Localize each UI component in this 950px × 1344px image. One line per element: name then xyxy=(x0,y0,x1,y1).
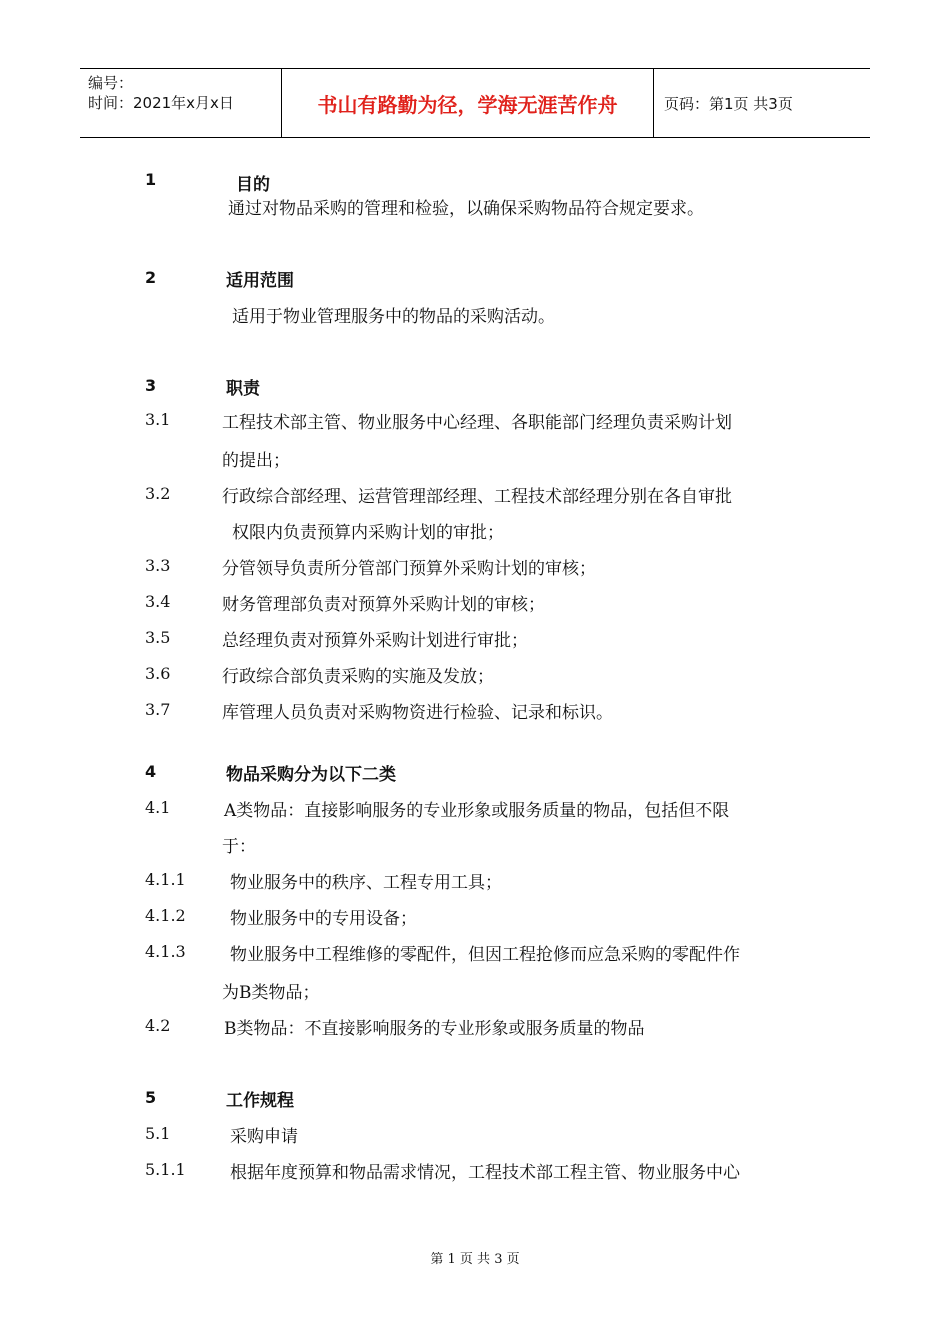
section-4-title: 物品采购分为以下二类 xyxy=(226,765,396,785)
section-3-number: 3 xyxy=(145,376,157,395)
section-2-title: 适用范围 xyxy=(226,271,294,291)
item-text: 总经理负责对预算外采购计划进行审批； xyxy=(222,631,528,651)
section-1-title: 目的 xyxy=(236,175,270,195)
item-text: 工程技术部主管、物业服务中心经理、各职能部门经理负责采购计划 xyxy=(222,413,732,433)
item-text: 分管领导负责所分管部门预算外采购计划的审核； xyxy=(222,559,596,579)
item-text: 根据年度预算和物品需求情况，工程技术部工程主管、物业服务中心 xyxy=(230,1163,740,1183)
item-text: 行政综合部经理、运营管理部经理、工程技术部经理分别在各自审批 xyxy=(222,487,732,507)
item-text: 行政综合部负责采购的实施及发放； xyxy=(222,667,494,687)
item-number: 5.1 xyxy=(145,1124,171,1143)
document-number-label: 编号： xyxy=(88,74,134,92)
document-header xyxy=(80,68,870,138)
item-text: 财务管理部负责对预算外采购计划的审核； xyxy=(222,595,545,615)
item-text: A类物品：直接影响服务的专业形象或服务质量的物品，包括但不限 xyxy=(224,801,730,821)
header-page-info: 页码：第1页 共3页 xyxy=(664,94,793,113)
item-text: 物业服务中的秩序、工程专用工具； xyxy=(230,873,502,893)
item-text-continued: 为B类物品； xyxy=(222,983,320,1003)
item-text: 采购申请 xyxy=(230,1127,298,1147)
item-number: 3.3 xyxy=(145,556,171,575)
item-text: 物业服务中工程维修的零配件，但因工程抢修而应急采购的零配件作 xyxy=(230,945,740,965)
item-text-continued: 权限内负责预算内采购计划的审批； xyxy=(232,523,504,543)
document-date-label: 时间：2021年x月x日 xyxy=(88,94,234,112)
item-number: 5.1.1 xyxy=(145,1160,186,1179)
item-text: 物业服务中的专用设备； xyxy=(230,909,417,929)
page-footer: 第 1 页 共 3 页 xyxy=(430,1252,520,1267)
item-text-continued: 的提出； xyxy=(222,451,290,471)
item-number: 3.1 xyxy=(145,410,171,429)
section-5-title: 工作规程 xyxy=(226,1091,294,1111)
header-meta-cell xyxy=(80,69,282,137)
item-text: 库管理人员负责对采购物资进行检验、记录和标识。 xyxy=(222,703,613,723)
item-number: 4.1.1 xyxy=(145,870,186,889)
section-1-text: 通过对物品采购的管理和检验，以确保采购物品符合规定要求。 xyxy=(228,199,704,219)
section-1-number: 1 xyxy=(145,170,157,189)
section-2-number: 2 xyxy=(145,268,157,287)
item-text-continued: 于： xyxy=(222,837,256,857)
section-3-title: 职责 xyxy=(226,379,260,399)
item-number: 4.1.3 xyxy=(145,942,186,961)
section-5-number: 5 xyxy=(145,1088,157,1107)
section-2-text: 适用于物业管理服务中的物品的采购活动。 xyxy=(232,307,555,327)
header-motto: 书山有路勤为径，学海无涯苦作舟 xyxy=(282,69,654,137)
item-number: 4.1.2 xyxy=(145,906,186,925)
item-number: 4.1 xyxy=(145,798,171,817)
item-number: 3.6 xyxy=(145,664,171,683)
item-number: 4.2 xyxy=(145,1016,171,1035)
item-number: 3.2 xyxy=(145,484,171,503)
item-number: 3.4 xyxy=(145,592,171,611)
item-number: 3.5 xyxy=(145,628,171,647)
item-number: 3.7 xyxy=(145,700,171,719)
section-4-number: 4 xyxy=(145,762,157,781)
item-text: B类物品：不直接影响服务的专业形象或服务质量的物品 xyxy=(224,1019,645,1039)
